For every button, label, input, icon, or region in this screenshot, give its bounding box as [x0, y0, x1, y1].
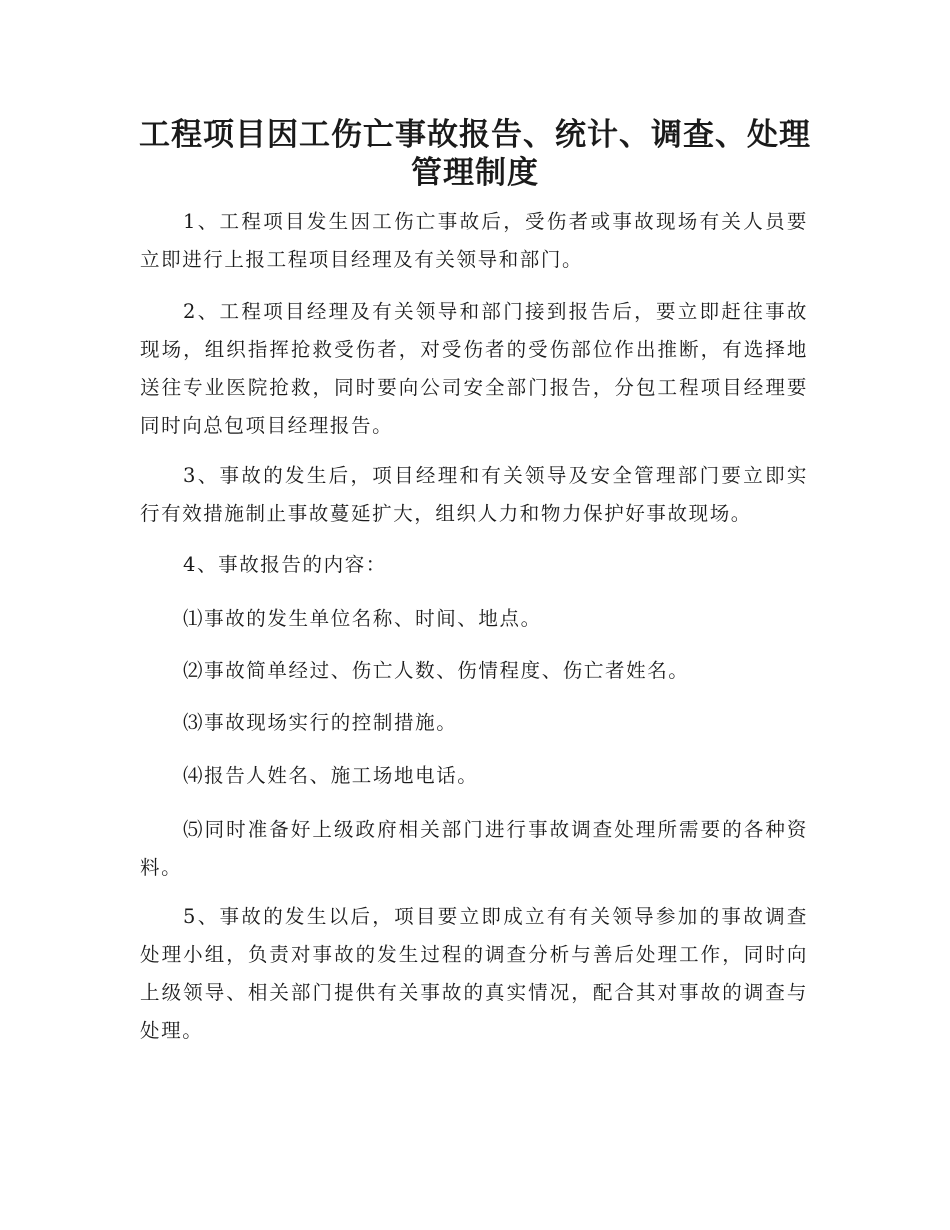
- list-item-1: ⑴事故的发生单位名称、时间、地点。: [183, 607, 542, 630]
- list-item-4: ⑷报告人姓名、施工场地电话。: [183, 764, 479, 787]
- list-item-2: ⑵事故简单经过、伤亡人数、伤情程度、伤亡者姓名。: [183, 659, 690, 682]
- list-item-5: ⑸同时准备好上级政府相关部门进行事故调查处理所需要的各种资料。: [140, 818, 808, 879]
- list-item-3: ⑶事故现场实行的控制措施。: [183, 711, 458, 734]
- paragraph-item-3: 3、事故的发生后，项目经理和有关领导及安全管理部门要立即实行有效措施制止事故蔓延扩大，组织人力和物力保护好事故现场。: [140, 464, 808, 525]
- document-title-line-2: 管理制度: [411, 155, 539, 191]
- document-title-line-1: 工程项目因工伤亡事故报告、统计、调查、处理: [139, 117, 811, 153]
- paragraph-item-2: 2、工程项目经理及有关领导和部门接到报告后，要立即赶往事故现场，组织指挥抢救受伤者，对受伤者的受伤部位作出推断，有选择地送往专业医院抢救，同时要向公司安全部门报告，分包工程项目经理要同时向总包项目经理报告。: [140, 300, 808, 437]
- paragraph-item-1: 1、工程项目发生因工伤亡事故后，受伤者或事故现场有关人员要立即进行上报工程项目经理及有关领导和部门。: [140, 210, 808, 271]
- paragraph-item-5: 5、事故的发生以后，项目要立即成立有有关领导参加的事故调查处理小组，负责对事故的发生过程的调查分析与善后处理工作，同时向上级领导、相关部门提供有关事故的真实情况，配合其对事故的调查与处理。: [140, 905, 808, 1042]
- paragraph-item-4: 4、事故报告的内容：: [183, 553, 387, 576]
